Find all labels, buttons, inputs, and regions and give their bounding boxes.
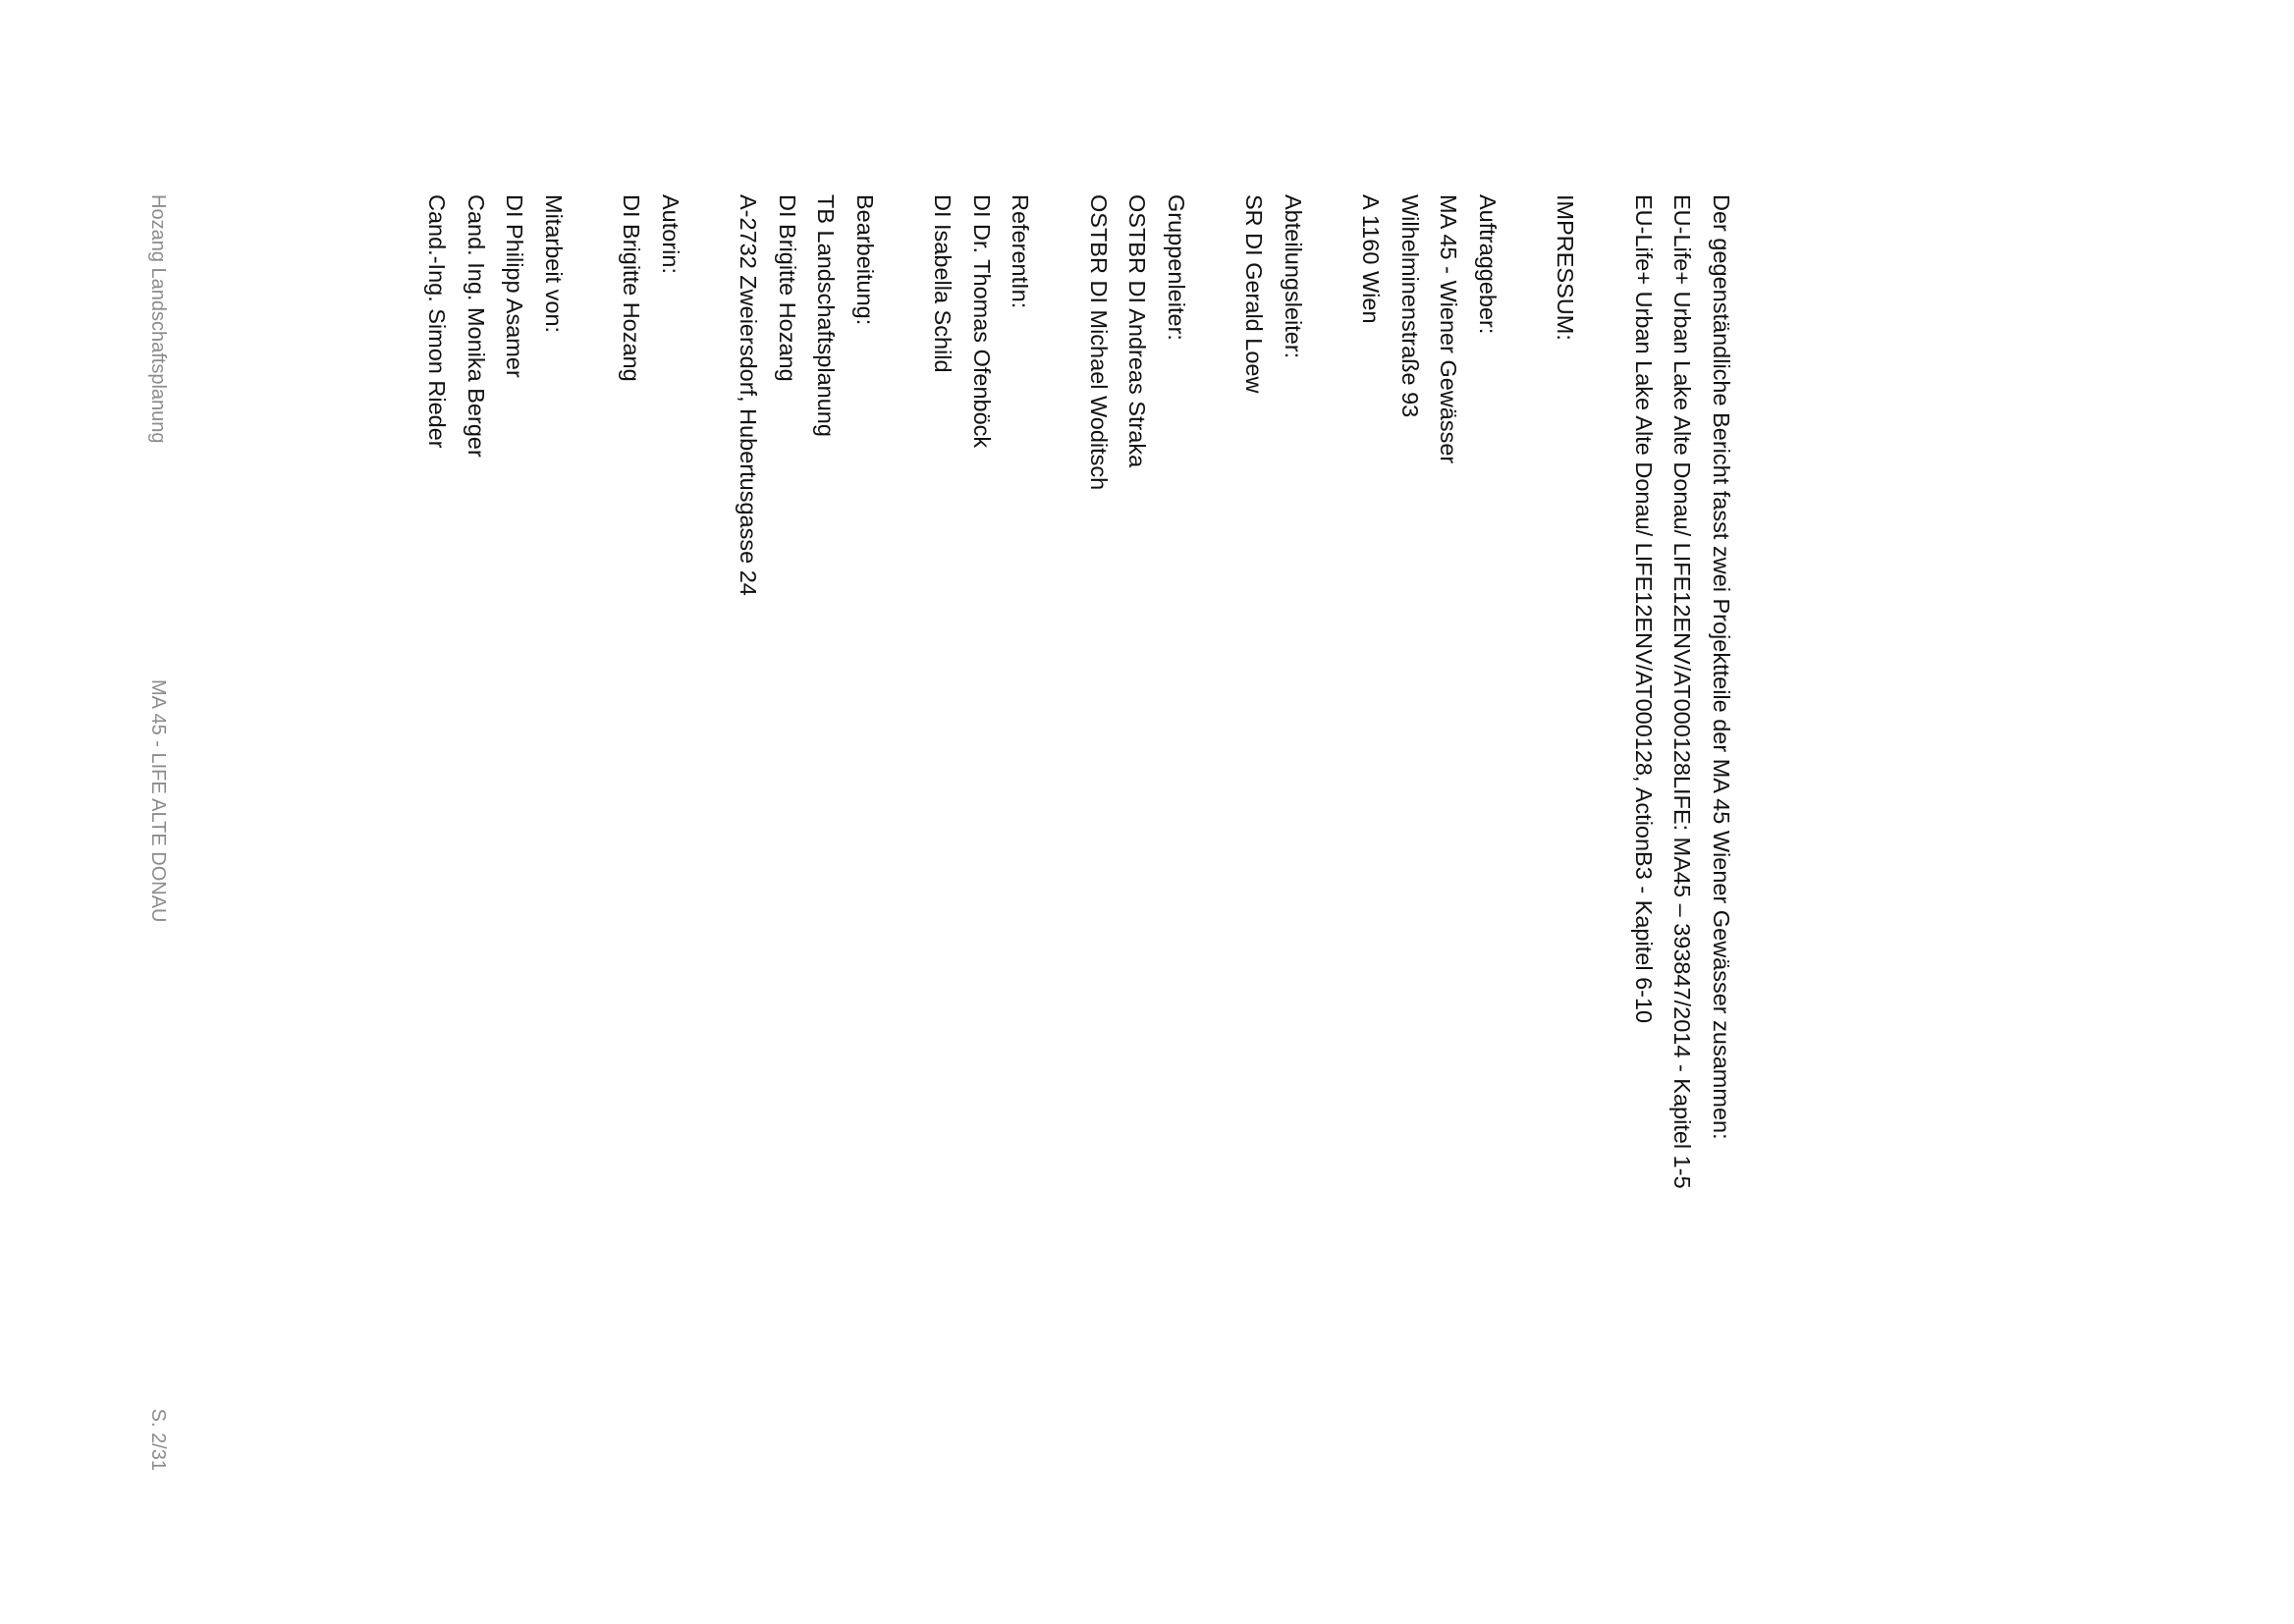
- intro-line: EU-Life+ Urban Lake Alte Donau/ LIFE12ENV/AT000128LIFE: MA45 – 393847/2014 - Kapitel 1-5: [1669, 194, 1696, 1189]
- referentin-section: [923, 194, 1040, 1471]
- auftraggeber-line: MA 45 - Wiener Gewässer: [1436, 194, 1462, 464]
- gruppenleiter-line: OSTBR DI Michael Woditsch: [1086, 194, 1112, 491]
- bearbeitung-line: DI Brigitte Hozang: [775, 194, 800, 382]
- page-footer: [139, 194, 169, 1471]
- gruppenleiter-section: [1079, 194, 1196, 1471]
- intro-line: EU-Life+ Urban Lake Alte Donau/ LIFE12ENV/AT000128, ActionB3 - Kapitel 6-10: [1631, 194, 1657, 1024]
- auftraggeber-label: Auftraggeber:: [1475, 194, 1501, 335]
- auftraggeber-line: Wilhelminenstraße 93: [1397, 194, 1423, 418]
- mitarbeit-section: [417, 194, 573, 1471]
- referentin-line: DI Isabella Schild: [930, 194, 956, 373]
- abteilungsleiter-section: [1234, 194, 1312, 1471]
- gruppenleiter-line: OSTBR DI Andreas Straka: [1124, 194, 1151, 468]
- auftraggeber-line: A 1160 Wien: [1358, 194, 1385, 324]
- mitarbeit-line: Cand.-Ing. Simon Rieder: [424, 194, 451, 449]
- footer-company: Hozang Landschaftsplanung: [147, 194, 169, 444]
- autorin-section: [612, 194, 689, 1471]
- autorin-label: Autorin:: [658, 194, 683, 274]
- gruppenleiter-label: Gruppenleiter:: [1164, 194, 1189, 341]
- mitarbeit-label: Mitarbeit von:: [541, 194, 567, 334]
- intro-section: [1624, 194, 1741, 1471]
- bearbeitung-line: TB Landschaftsplanung: [813, 194, 840, 437]
- footer-page-number: S. 2/31: [147, 1408, 169, 1471]
- bearbeitung-line: A-2732 Zweiersdorf, Hubertusgasse 24: [736, 194, 762, 596]
- footer-project: MA 45 - LIFE ALTE DONAU: [147, 679, 169, 923]
- impressum-section: [1546, 194, 1585, 1471]
- mitarbeit-line: DI Philipp Asamer: [502, 194, 528, 378]
- mitarbeit-line: Cand. Ing. Monika Berger: [464, 194, 489, 458]
- bearbeitung-label: Bearbeitung:: [852, 194, 878, 326]
- abteilungsleiter-line: SR DI Gerald Loew: [1241, 194, 1268, 394]
- page-content: [417, 194, 1740, 1471]
- abteilungsleiter-label: Abteilungsleiter:: [1281, 194, 1306, 359]
- intro-line: Der gegenständliche Bericht fasst zwei Projektteile der MA 45 Wiener Gewässer zusammen:: [1709, 194, 1734, 1140]
- referentin-line: DI Dr. Thomas Ofenböck: [969, 194, 995, 449]
- autorin-line: DI Brigitte Hozang: [619, 194, 645, 382]
- auftraggeber-section: [1351, 194, 1506, 1471]
- impressum-heading: IMPRESSUM:: [1553, 194, 1579, 341]
- bearbeitung-section: [729, 194, 884, 1471]
- referentin-label: ReferentIn:: [1008, 194, 1034, 309]
